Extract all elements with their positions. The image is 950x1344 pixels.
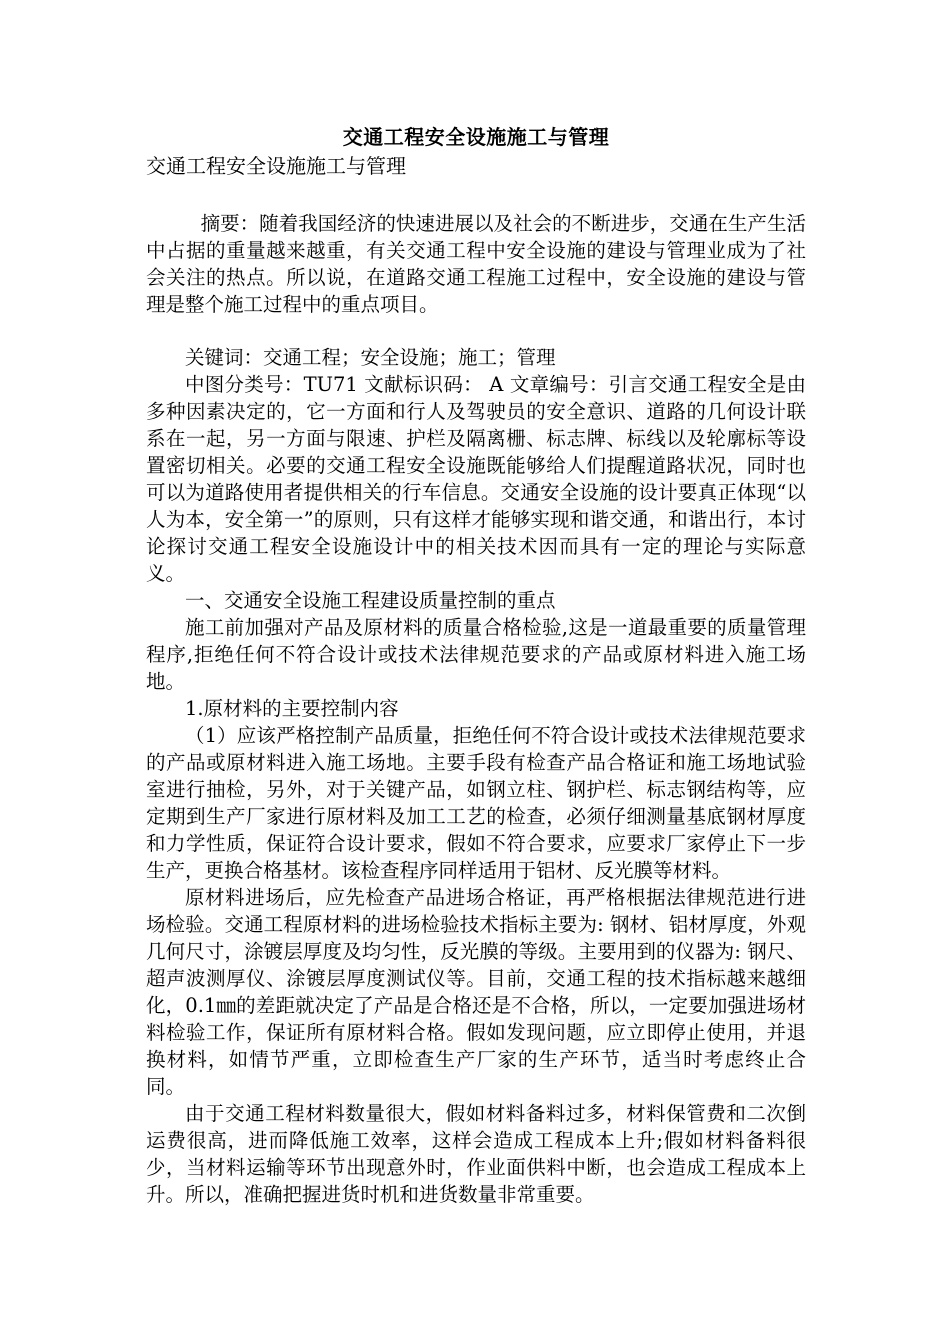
document-page xyxy=(146,122,806,1208)
subsection-heading-1: 1.原材料的主要控制内容 xyxy=(185,697,399,720)
paragraph-spacer xyxy=(146,318,806,344)
classification-intro-paragraph: 中图分类号：TU71 文献标识码： A 文章编号：引言交通工程安全是由多种因素决定的，它一方面和行人及驾驶员的安全意识、道路的几何设计联系在一起，另一方面与限速、护栏及隔离栅、标志牌、标线以及轮廓标等设置密切相关。必要的交通工程安全设施既能够给人们提醒道路状况，同时也可以为道路使用者提供相关的行车信息。交通安全设施的设计要真正体现“以人为本，安全第一”的原则，只有这样才能够实现和谐交通，和谐出行，本讨论探讨交通工程安全设施设计中的相关技术因而具有一定的理论与实际意义。 xyxy=(146,373,806,585)
keywords-line: 关键词：交通工程；安全设施；施工；管理 xyxy=(185,346,556,369)
section-heading-1: 一、交通安全设施工程建设质量控制的重点 xyxy=(185,589,556,612)
inspection-paragraph: 原材料进场后，应先检查产品进场合格证，再严格根据法律规范进行进场检验。交通工程原材料的进场检验技术指标主要为: 钢材、铝材厚度，外观几何尺寸，涂镀层厚度及均匀性，反光膜的等级。主要用到的仪器为: 钢尺、超声波测厚仪、涂镀层厚度测试仪等。目前，交通工程的技术指标越来越细化，0.1㎜的差距就决定了产品是合格还是不合格，所以，一定要加强进场材料检验工作，保证所有原材料合格。假如发现问题，应立即停止使用，并退换材料，如情节严重，立即检查生产厂家的生产环节，适当时考虑终止合同。 xyxy=(146,886,806,1098)
quantity-paragraph: 由于交通工程材料数量很大，假如材料备料过多，材料保管费和二次倒运费很高，进而降低施工效率，这样会造成工程成本上升;假如材料备料很少，当材料运输等环节出现意外时，作业面供料中断，也会造成工程成本上升。所以，准确把握进货时机和进货数量非常重要。 xyxy=(146,1102,806,1206)
section-1-paragraph: 施工前加强对产品及原材料的质量合格检验,这是一道最重要的质量管理程序,拒绝任何不符合设计或技术法律规范要求的产品或原材料进入施工场地。 xyxy=(146,616,806,693)
document-title: 交通工程安全设施施工与管理 xyxy=(342,125,610,149)
item-1-paragraph: （1）应该严格控制产品质量，拒绝任何不符合设计或技术法律规范要求的产品或原材料进入施工场地。主要手段有检查产品合格证和施工场地试验室进行抽检，另外，对于关键产品，如钢立柱、钢护栏、标志钢结构等，应定期到生产厂家进行原材料及加工工艺的检查，必须仔细测量基底钢材厚度和力学性质，保证符合设计要求，假如不符合要求，应要求厂家停止下一步生产，更换合格基材。该检查程序同样适用于铝材、反光膜等材料。 xyxy=(146,724,806,882)
document-subtitle: 交通工程安全设施施工与管理 xyxy=(146,154,406,178)
abstract-paragraph: 摘要：随着我国经济的快速进展以及社会的不断进步，交通在生产生活中占据的重量越来越重，有关交通工程中安全设施的建设与管理业成为了社会关注的热点。所以说，在道路交通工程施工过程中，安全设施的建设与管理是整个施工过程中的重点项目。 xyxy=(146,212,806,316)
